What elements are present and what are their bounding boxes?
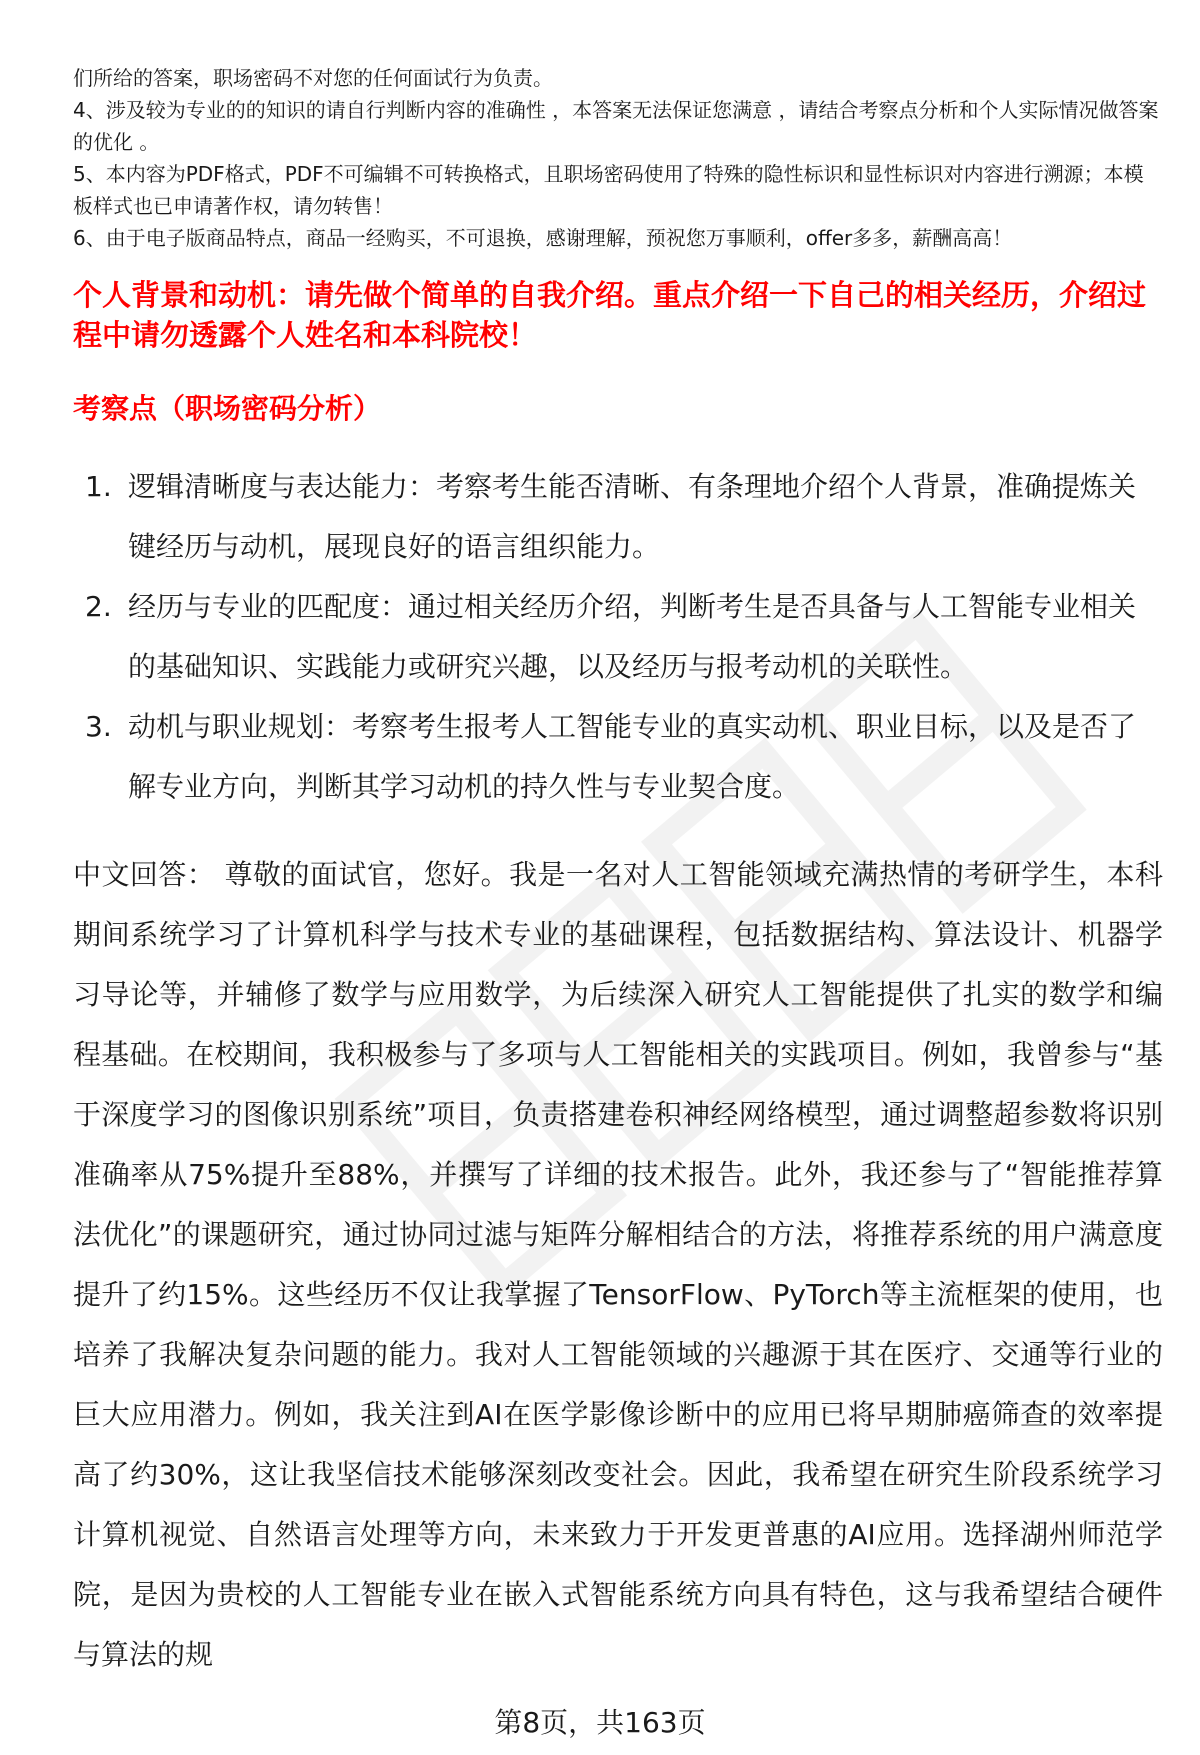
- notice-line: 们所给的答案，职场密码不对您的任何面试行为负责。: [73, 66, 553, 90]
- page-number-footer: 第8页，共163页: [494, 1706, 706, 1739]
- key-point-text: 逻辑清晰度与表达能力：考察考生能否清晰、有条理地介绍个人背景，准确提炼关键经历与动机，展现良好的语言组织能力。: [128, 470, 1137, 563]
- key-point-text: 经历与专业的匹配度：通过相关经历介绍，判断考生是否具备与人工智能专业相关的基础知识、实践能力或研究兴趣，以及经历与报考动机的关联性。: [128, 590, 1137, 683]
- key-point-item: [80, 697, 1155, 817]
- answer-paragraph: 中文回答： 尊敬的面试官，您好。我是一名对人工智能领域充满热情的考研学生，本科期间系统学习了计算机科学与技术专业的基础课程，包括数据结构、算法设计、机器学习导论等，并辅修了数学与应用数学，为后续深入研究人工智能提供了扎实的数学和编程基础。在校期间，我积极参与了多项与人工智能相关的实践项目。例如，我曾参与“基于深度学习的图像识别系统”项目，负责搭建卷积神经网络模型，通过调整超参数将识别准确率从75%提升至88%，并撰写了详细的技术报告。此外，我还参与了“智能推荐算法优化”的课题研究，通过协同过滤与矩阵分解相结合的方法，将推荐系统的用户满意度提升了约15%。这些经历不仅让我掌握了TensorFlow、PyTorch等主流框架的使用，也培养了我解决复杂问题的能力。我对人工智能领域的兴趣源于其在医疗、交通等行业的巨大应用潜力。例如，我关注到AI在医学影像诊断中的应用已将早期肺癌筛查的效率提高了约30%，这让我坚信技术能够深刻改变社会。因此，我希望在研究生阶段系统学习计算机视觉、自然语言处理等方向，未来致力于开发更普惠的AI应用。选择湖州师范学院，是因为贵校的人工智能专业在嵌入式智能系统方向具有特色，这与我希望结合硬件与算法的规: [73, 858, 1163, 1671]
- key-point-item: [80, 577, 1155, 697]
- key-points-list: [80, 457, 1155, 817]
- notice-line: 6、由于电子版商品特点，商品一经购买，不可退换，感谢理解，预祝您万事顺利，offer多多，薪酬高高！: [73, 226, 1013, 250]
- key-points-title: 考察点（职场密码分析）: [73, 392, 382, 425]
- question-heading: 个人背景和动机：请先做个简单的自我介绍。重点介绍一下自己的相关经历，介绍过程中请勿透露个人姓名和本科院校！: [73, 278, 1147, 352]
- key-point-number: 3.: [85, 710, 112, 743]
- notice-line: 5、本内容为PDF格式，PDF不可编辑不可转换格式，且职场密码使用了特殊的隐性标识和显性标识对内容进行溯源；本模板样式也已申请著作权，请勿转售！: [73, 162, 1144, 218]
- key-point-number: 2.: [85, 590, 112, 623]
- key-point-number: 1.: [85, 470, 112, 503]
- notice-block: [73, 62, 1163, 254]
- notice-line: 4、涉及较为专业的的知识的请自行判断内容的准确性 ，本答案无法保证您满意 ，请结合考察点分析和个人实际情况做答案的优化 。: [73, 98, 1159, 154]
- key-point-item: [80, 457, 1155, 577]
- key-point-text: 动机与职业规划：考察考生报考人工智能专业的真实动机、职业目标，以及是否了解专业方向，判断其学习动机的持久性与专业契合度。: [128, 710, 1137, 803]
